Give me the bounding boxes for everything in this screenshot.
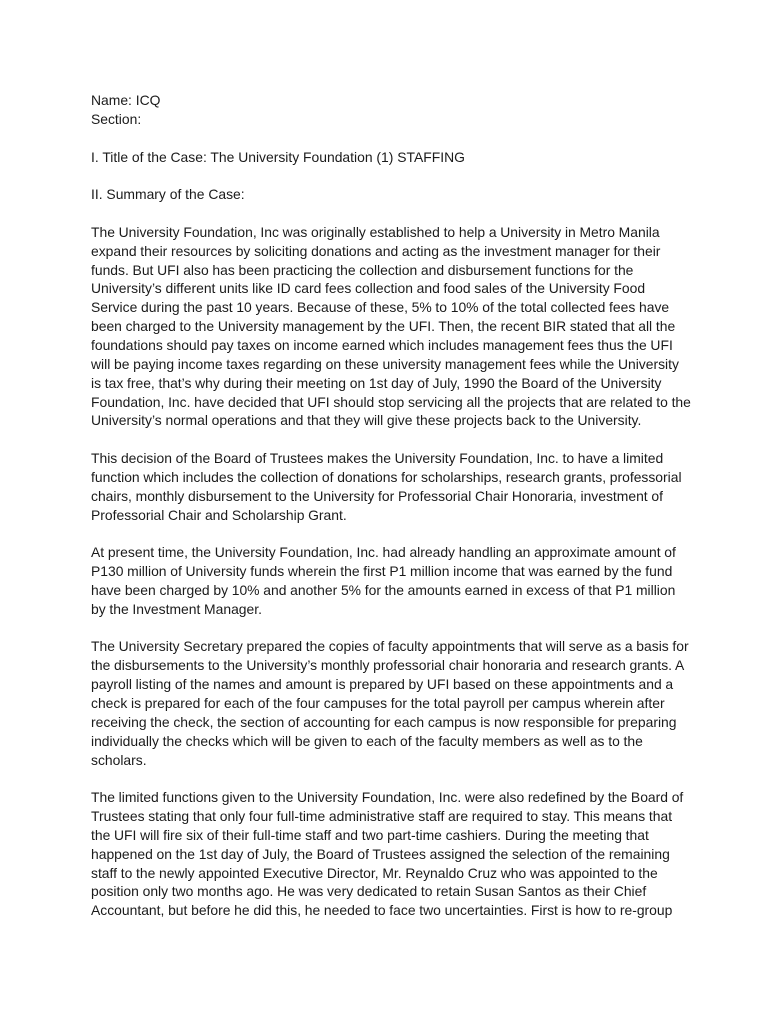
spacer — [91, 166, 691, 185]
summary-heading: II. Summary of the Case: — [91, 186, 245, 203]
summary-paragraph-3: At present time, the University Foundation, Inc. had already handling an approximate amount of P130 million of University funds wherein the first P1 million income that was earned by the fund have been charged by 10% and another 5% for the amounts earned in excess of that P1 million by the Investment Manager. — [91, 544, 676, 617]
document-page — [91, 91, 691, 920]
spacer — [91, 129, 691, 148]
summary-paragraph-4: The University Secretary prepared the copies of faculty appointments that will serve as a basis for the disbursements to the University’s monthly professorial chair honoraria and research grants. A payroll listing of the names and amount is prepared by UFI based on these appointments and a check is prepared for each of the four campuses for the total payroll per campus wherein after receiving the check, the section of accounting for each campus is now responsible for preparing individually the checks which will be given to each of the faculty members as well as to the scholars. — [91, 638, 689, 768]
student-name-line: Name: ICQ — [91, 92, 161, 108]
summary-paragraph-2: This decision of the Board of Trustees makes the University Foundation, Inc. to have a limited function which includes the collection of donations for scholarships, research grants, professorial chairs, monthly disbursement to the University for Professorial Chair Honoraria, investment of Professorial Chair and Scholarship Grant. — [91, 450, 682, 523]
section-line: Section: — [91, 110, 142, 127]
case-title-line: I. Title of the Case: The University Foundation (1) STAFFING — [91, 148, 465, 165]
summary-paragraph-5: The limited functions given to the University Foundation, Inc. were also redefined by the Board of Trustees stating that only four full-time administrative staff are required to stay. This means that the UFI will fire six of their full-time staff and two part-time cashiers. During the meeting that happened on the 1st day of July, the Board of Trustees assigned the selection of the remaining staff to the newly appointed Executive Director, Mr. Reynaldo Cruz who was appointed to the position only two months ago. He was very dedicated to retain Susan Santos as their Chief Accountant, but before he did this, he needed to face two uncertainties. First is how to re-group — [91, 789, 684, 919]
spacer — [91, 204, 691, 223]
summary-paragraph-1: The University Foundation, Inc was originally established to help a University in Metro Manila expand their resources by soliciting donations and acting as the investment manager for their funds. But UFI also has been practicing the collection and disbursement functions for the University’s different units like ID card fees collection and food sales of the University Food Service during the past 10 years. Because of these, 5% to 10% of the total collected fees have been charged to the University management by the UFI. Then, the recent BIR stated that all the foundations should pay taxes on income earned which includes management fees thus the UFI will be paying income taxes regarding on these university management fees while the University is tax free, that’s why during their meeting on 1st day of July, 1990 the Board of the University Foundation, Inc. have decided that UFI should stop servicing all the projects that are related to the University’s normal operations and that they will give these projects back to the University. — [91, 223, 691, 429]
